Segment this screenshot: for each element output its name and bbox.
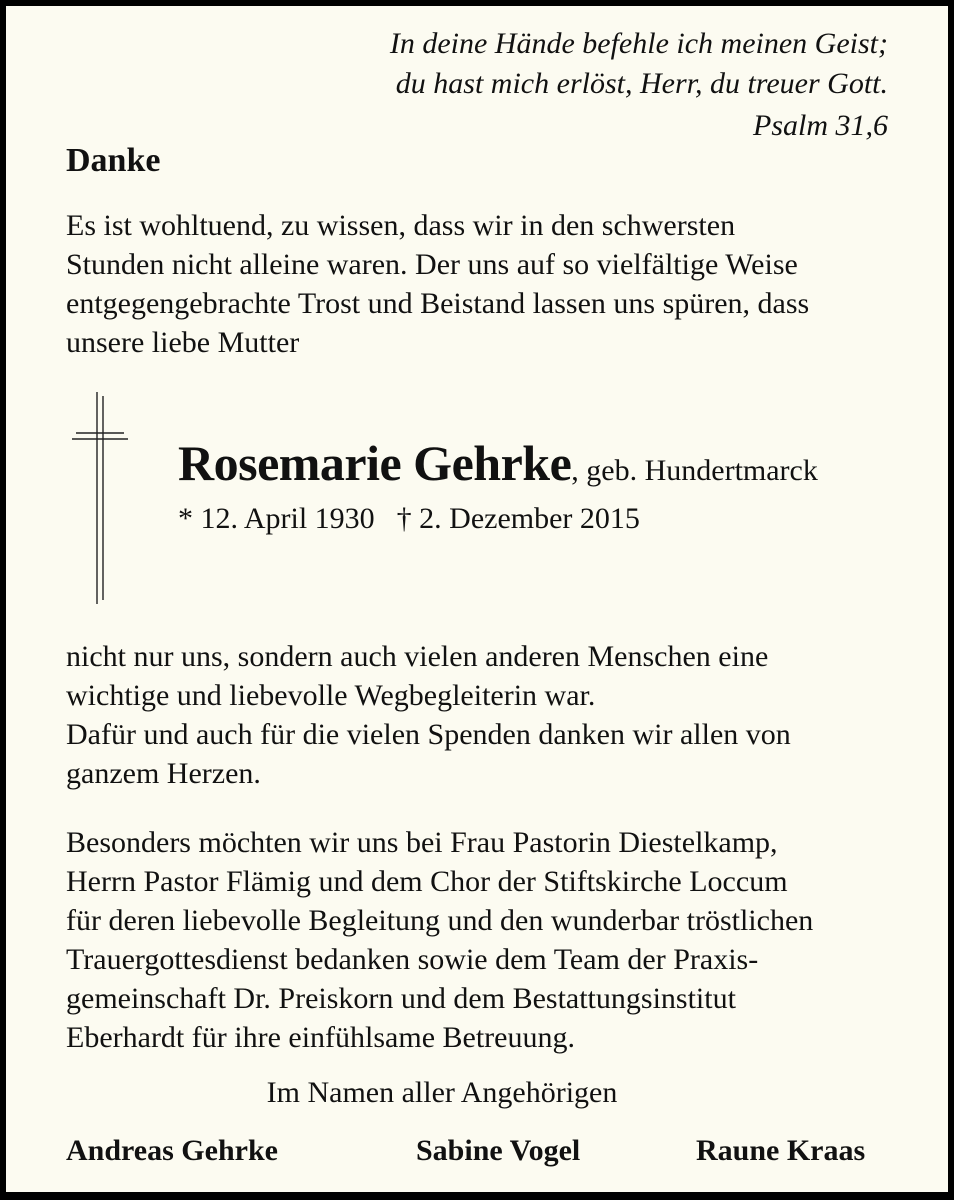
- obituary-card: [6, 6, 948, 1192]
- text-line: unsere liebe Mutter: [66, 326, 300, 359]
- text-line: Eberhardt für ihre einfühlsame Betreuung.: [66, 1021, 575, 1054]
- text-line: nicht nur uns, sondern auch vielen anderen Menschen eine: [66, 640, 769, 673]
- deceased-block: [178, 434, 818, 536]
- text-line: Es ist wohltuend, zu wissen, dass wir in den schwersten: [66, 209, 736, 242]
- signature-name: Raune Kraas: [696, 1134, 866, 1167]
- text-line: entgegengebrachte Trost und Beistand lassen uns spüren, dass: [66, 287, 810, 320]
- heading: Danke: [66, 142, 161, 179]
- text-line: gemeinschaft Dr. Preiskorn und dem Bestattungsinstitut: [66, 982, 736, 1015]
- signature-name: Andreas Gehrke: [66, 1134, 278, 1167]
- closing-text: Im Namen aller Angehörigen: [266, 1076, 618, 1109]
- text-line: Stunden nicht alleine waren. Der uns auf so vielfältige Weise: [66, 248, 798, 281]
- text-line: ganzem Herzen.: [66, 757, 261, 790]
- text-line: Besonders möchten wir uns bei Frau Pastorin Diestelkamp,: [66, 826, 778, 859]
- birth-date: * 12. April 1930: [178, 502, 375, 535]
- intro-paragraph: [66, 206, 906, 362]
- special-thanks-paragraph: [66, 823, 906, 1057]
- text-line: wichtige und liebevolle Wegbegleiterin war.: [66, 679, 596, 712]
- text-line: Trauergottesdienst bedanken sowie dem Team der Praxis-: [66, 943, 759, 976]
- text-line: Dafür und auch für die vielen Spenden danken wir allen von: [66, 718, 791, 751]
- signature-name: Sabine Vogel: [416, 1134, 581, 1167]
- continuation-paragraph: [66, 637, 906, 793]
- life-dates: [178, 502, 818, 536]
- deceased-name: Rosemarie Gehrke: [178, 435, 572, 491]
- cross-icon: [68, 392, 128, 604]
- birth-name: , geb. Hundertmarck: [571, 454, 818, 487]
- text-line: Herrn Pastor Flämig und dem Chor der Stiftskirche Loccum: [66, 865, 788, 898]
- psalm-line: In deine Hände befehle ich meinen Geist;: [389, 27, 888, 60]
- psalm-quote: [390, 24, 888, 146]
- psalm-reference: Psalm 31,6: [753, 109, 888, 142]
- death-date: † 2. Dezember 2015: [396, 502, 640, 535]
- psalm-line: du hast mich erlöst, Herr, du treuer Gott.: [395, 67, 888, 100]
- text-line: für deren liebevolle Begleitung und den wunderbar tröstlichen: [66, 904, 814, 937]
- closing-line: [6, 1076, 948, 1110]
